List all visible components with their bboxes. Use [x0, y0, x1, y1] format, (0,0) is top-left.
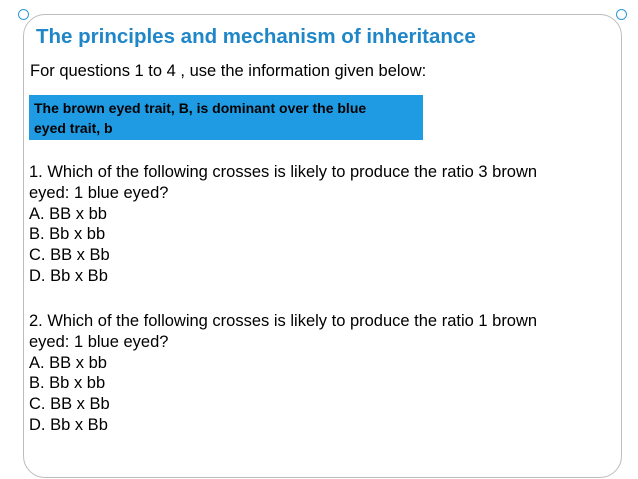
corner-dot-right — [616, 9, 627, 20]
corner-dot-left — [18, 9, 29, 20]
question-2-option-b: B. Bb x bb — [29, 374, 106, 393]
slide-title: The principles and mechanism of inheritance — [36, 25, 476, 48]
question-2 — [29, 311, 537, 436]
intro-text: For questions 1 to 4 , use the information given below: — [30, 62, 427, 80]
question-1 — [29, 162, 537, 287]
question-1-prompt-line-2: eyed: 1 blue eyed? — [29, 183, 169, 202]
question-1-option-d: D. Bb x Bb — [29, 266, 108, 285]
info-box-line-2: eyed trait, b — [34, 120, 113, 136]
question-2-option-d: D. Bb x Bb — [29, 415, 108, 434]
question-1-option-b: B. Bb x bb — [29, 225, 106, 244]
question-2-prompt-line-1: 2. Which of the following crosses is likely to produce the ratio 1 brown — [29, 312, 538, 330]
question-1-prompt-line-1: 1. Which of the following crosses is likely to produce the ratio 3 brown — [29, 163, 538, 181]
question-2-option-a: A. BB x bb — [29, 353, 107, 372]
question-1-option-c: C. BB x Bb — [29, 246, 110, 265]
question-2-prompt-line-2: eyed: 1 blue eyed? — [29, 332, 169, 351]
question-1-option-a: A. BB x bb — [29, 204, 107, 223]
info-box-line-1: The brown eyed trait, B, is dominant over the blue — [34, 100, 367, 116]
question-2-option-c: C. BB x Bb — [29, 395, 110, 414]
info-box — [29, 95, 423, 140]
